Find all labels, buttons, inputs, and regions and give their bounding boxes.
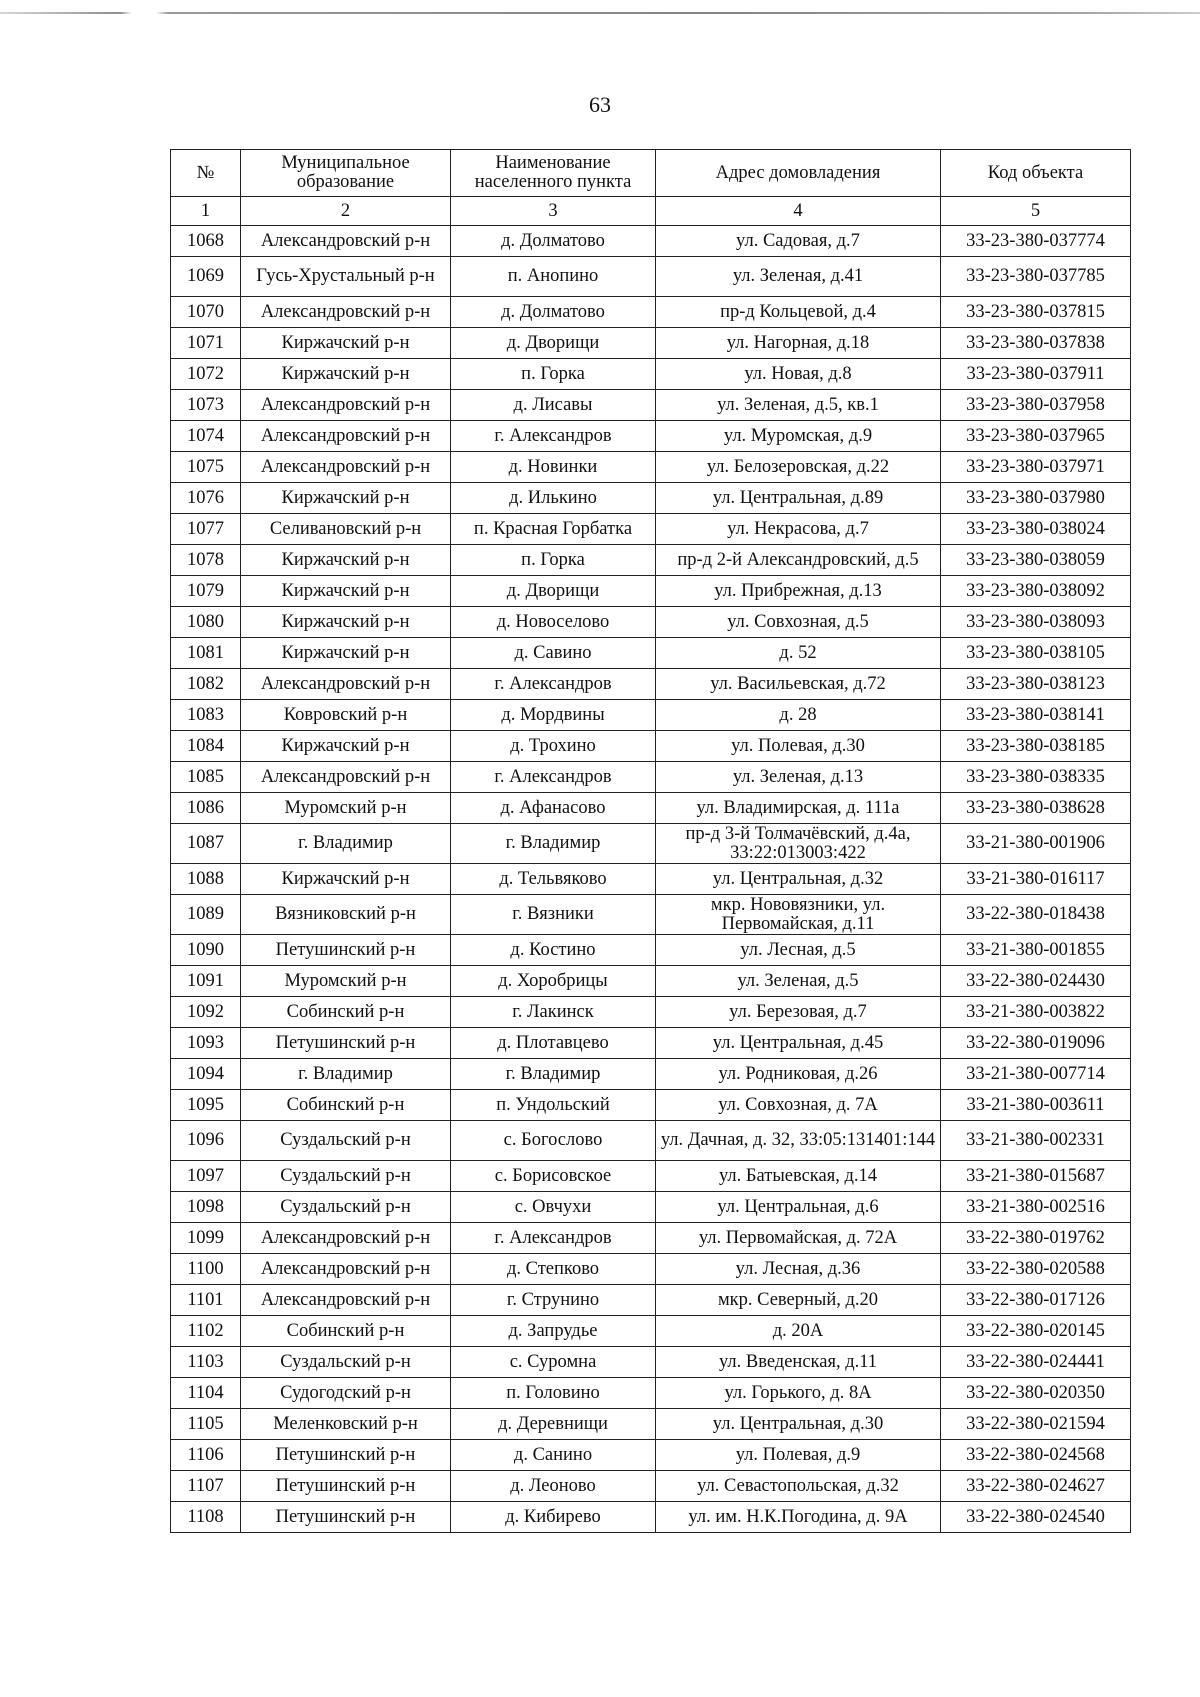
- cell-municipality: Александровский р-н: [241, 421, 451, 452]
- cell-object-code: 33-22-380-024568: [941, 1440, 1131, 1471]
- cell-address: ул. Центральная, д.30: [656, 1409, 941, 1440]
- header-row: [171, 150, 1131, 197]
- cell-municipality: Суздальский р-н: [241, 1192, 451, 1223]
- table-row: [171, 669, 1131, 700]
- cell-object-code: 33-23-380-037971: [941, 452, 1131, 483]
- cell-address: д. 20А: [656, 1316, 941, 1347]
- cell-municipality: Вязниковский р-н: [241, 895, 451, 935]
- cell-number: 1082: [171, 669, 241, 700]
- table-row: [171, 1316, 1131, 1347]
- cell-municipality: Муромский р-н: [241, 793, 451, 824]
- cell-address: ул. Березовая, д.7: [656, 997, 941, 1028]
- table-row: [171, 452, 1131, 483]
- cell-number: 1077: [171, 514, 241, 545]
- table-row: [171, 1409, 1131, 1440]
- cell-number: 1080: [171, 607, 241, 638]
- cell-settlement: д. Афанасово: [451, 793, 656, 824]
- table-row: [171, 328, 1131, 359]
- cell-object-code: 33-21-380-002516: [941, 1192, 1131, 1223]
- table-row: [171, 483, 1131, 514]
- cell-address: ул. Совхозная, д.5: [656, 607, 941, 638]
- table-row: [171, 700, 1131, 731]
- cell-number: 1073: [171, 390, 241, 421]
- cell-municipality: Гусь-Хрустальный р-н: [241, 257, 451, 297]
- cell-number: 1075: [171, 452, 241, 483]
- cell-number: 1104: [171, 1378, 241, 1409]
- table-row: [171, 1161, 1131, 1192]
- cell-object-code: 33-23-380-038105: [941, 638, 1131, 669]
- table-row: [171, 864, 1131, 895]
- header-address: Адрес домовладения: [656, 150, 941, 197]
- cell-object-code: 33-23-380-037911: [941, 359, 1131, 390]
- table-row: [171, 1223, 1131, 1254]
- cell-settlement: д. Долматово: [451, 226, 656, 257]
- cell-address: мкр. Северный, д.20: [656, 1285, 941, 1316]
- cell-address: ул. Лесная, д.36: [656, 1254, 941, 1285]
- header-municipality: Муниципальное образование: [241, 150, 451, 197]
- cell-municipality: Суздальский р-н: [241, 1347, 451, 1378]
- cell-number: 1107: [171, 1471, 241, 1502]
- cell-address: ул. Центральная, д.45: [656, 1028, 941, 1059]
- cell-settlement: д. Деревнищи: [451, 1409, 656, 1440]
- cell-settlement: д. Долматово: [451, 297, 656, 328]
- cell-number: 1099: [171, 1223, 241, 1254]
- cell-municipality: Собинский р-н: [241, 1090, 451, 1121]
- cell-address: ул. Прибрежная, д.13: [656, 576, 941, 607]
- cell-number: 1093: [171, 1028, 241, 1059]
- cell-object-code: 33-23-380-038335: [941, 762, 1131, 793]
- column-number: 5: [941, 197, 1131, 226]
- page-number: 63: [589, 92, 611, 117]
- cell-municipality: Петушинский р-н: [241, 1471, 451, 1502]
- cell-municipality: Александровский р-н: [241, 297, 451, 328]
- cell-number: 1108: [171, 1502, 241, 1533]
- table-row: [171, 297, 1131, 328]
- cell-municipality: Александровский р-н: [241, 1285, 451, 1316]
- cell-object-code: 33-23-380-038185: [941, 731, 1131, 762]
- cell-address: ул. Садовая, д.7: [656, 226, 941, 257]
- cell-object-code: 33-21-380-015687: [941, 1161, 1131, 1192]
- cell-number: 1090: [171, 935, 241, 966]
- cell-object-code: 33-22-380-020350: [941, 1378, 1131, 1409]
- cell-number: 1069: [171, 257, 241, 297]
- column-number: 4: [656, 197, 941, 226]
- cell-municipality: г. Владимир: [241, 1059, 451, 1090]
- cell-address: ул. Горького, д. 8А: [656, 1378, 941, 1409]
- cell-settlement: д. Степково: [451, 1254, 656, 1285]
- cell-object-code: 33-22-380-020588: [941, 1254, 1131, 1285]
- cell-address: д. 28: [656, 700, 941, 731]
- cell-settlement: г. Александров: [451, 421, 656, 452]
- cell-object-code: 33-22-380-020145: [941, 1316, 1131, 1347]
- cell-settlement: г. Александров: [451, 762, 656, 793]
- cell-number: 1105: [171, 1409, 241, 1440]
- cell-object-code: 33-21-380-002331: [941, 1121, 1131, 1161]
- table-row: [171, 576, 1131, 607]
- cell-municipality: Киржачский р-н: [241, 545, 451, 576]
- cell-settlement: п. Горка: [451, 359, 656, 390]
- cell-municipality: Петушинский р-н: [241, 1028, 451, 1059]
- table-row: [171, 359, 1131, 390]
- cell-number: 1071: [171, 328, 241, 359]
- cell-settlement: г. Александров: [451, 1223, 656, 1254]
- cell-object-code: 33-22-380-017126: [941, 1285, 1131, 1316]
- cell-settlement: п. Анопино: [451, 257, 656, 297]
- cell-settlement: д. Санино: [451, 1440, 656, 1471]
- cell-number: 1100: [171, 1254, 241, 1285]
- cell-settlement: д. Лисавы: [451, 390, 656, 421]
- registry-table: [170, 149, 1131, 1533]
- cell-municipality: Меленковский р-н: [241, 1409, 451, 1440]
- cell-settlement: д. Дворищи: [451, 576, 656, 607]
- cell-object-code: 33-23-380-037785: [941, 257, 1131, 297]
- cell-object-code: 33-23-380-037838: [941, 328, 1131, 359]
- cell-settlement: п. Головино: [451, 1378, 656, 1409]
- cell-number: 1079: [171, 576, 241, 607]
- cell-number: 1072: [171, 359, 241, 390]
- cell-object-code: 33-23-380-038059: [941, 545, 1131, 576]
- cell-address: ул. Центральная, д.89: [656, 483, 941, 514]
- cell-number: 1092: [171, 997, 241, 1028]
- cell-address: ул. Нагорная, д.18: [656, 328, 941, 359]
- cell-address: ул. Владимирская, д. 111а: [656, 793, 941, 824]
- cell-object-code: 33-22-380-024441: [941, 1347, 1131, 1378]
- cell-settlement: с. Борисовское: [451, 1161, 656, 1192]
- table-row: [171, 1378, 1131, 1409]
- cell-municipality: Киржачский р-н: [241, 638, 451, 669]
- cell-municipality: г. Владимир: [241, 824, 451, 864]
- cell-object-code: 33-21-380-001906: [941, 824, 1131, 864]
- cell-settlement: г. Лакинск: [451, 997, 656, 1028]
- cell-object-code: 33-23-380-037958: [941, 390, 1131, 421]
- cell-address: ул. Центральная, д.32: [656, 864, 941, 895]
- cell-settlement: д. Дворищи: [451, 328, 656, 359]
- cell-municipality: Собинский р-н: [241, 1316, 451, 1347]
- cell-address: ул. Батыевская, д.14: [656, 1161, 941, 1192]
- cell-municipality: Киржачский р-н: [241, 864, 451, 895]
- cell-address: ул. Полевая, д.9: [656, 1440, 941, 1471]
- scan-edge-line: [0, 12, 1200, 14]
- cell-municipality: Суздальский р-н: [241, 1161, 451, 1192]
- cell-address: пр-д 2-й Александровский, д.5: [656, 545, 941, 576]
- cell-address: мкр. Нововязники, ул. Первомайская, д.11: [656, 895, 941, 935]
- table-row: [171, 1059, 1131, 1090]
- cell-object-code: 33-22-380-018438: [941, 895, 1131, 935]
- cell-settlement: д. Костино: [451, 935, 656, 966]
- cell-number: 1095: [171, 1090, 241, 1121]
- cell-number: 1103: [171, 1347, 241, 1378]
- column-number: 2: [241, 197, 451, 226]
- cell-settlement: с. Овчухи: [451, 1192, 656, 1223]
- cell-municipality: Киржачский р-н: [241, 359, 451, 390]
- cell-number: 1078: [171, 545, 241, 576]
- table-row: [171, 257, 1131, 297]
- table-row: [171, 895, 1131, 935]
- cell-municipality: Киржачский р-н: [241, 607, 451, 638]
- cell-object-code: 33-22-380-019096: [941, 1028, 1131, 1059]
- cell-number: 1081: [171, 638, 241, 669]
- cell-settlement: г. Владимир: [451, 824, 656, 864]
- cell-number: 1102: [171, 1316, 241, 1347]
- header-settlement: Наименование населенного пункта: [451, 150, 656, 197]
- table-row: [171, 1285, 1131, 1316]
- cell-municipality: Собинский р-н: [241, 997, 451, 1028]
- cell-object-code: 33-21-380-007714: [941, 1059, 1131, 1090]
- cell-address: ул. Полевая, д.30: [656, 731, 941, 762]
- table-row: [171, 1347, 1131, 1378]
- cell-number: 1088: [171, 864, 241, 895]
- cell-object-code: 33-21-380-001855: [941, 935, 1131, 966]
- column-number-row: [171, 197, 1131, 226]
- cell-address: ул. Родниковая, д.26: [656, 1059, 941, 1090]
- cell-address: ул. Белозеровская, д.22: [656, 452, 941, 483]
- cell-number: 1106: [171, 1440, 241, 1471]
- cell-settlement: г. Владимир: [451, 1059, 656, 1090]
- cell-address: ул. Лесная, д.5: [656, 935, 941, 966]
- cell-address: ул. Васильевская, д.72: [656, 669, 941, 700]
- table-row: [171, 1121, 1131, 1161]
- cell-address: ул. Зеленая, д.5: [656, 966, 941, 997]
- cell-object-code: 33-22-380-024627: [941, 1471, 1131, 1502]
- cell-address: ул. Введенская, д.11: [656, 1347, 941, 1378]
- cell-settlement: д. Илькино: [451, 483, 656, 514]
- cell-number: 1091: [171, 966, 241, 997]
- cell-address: ул. Зеленая, д.5, кв.1: [656, 390, 941, 421]
- cell-address: ул. Зеленая, д.41: [656, 257, 941, 297]
- cell-object-code: 33-22-380-021594: [941, 1409, 1131, 1440]
- table-row: [171, 1471, 1131, 1502]
- table-row: [171, 1440, 1131, 1471]
- cell-address: ул. Зеленая, д.13: [656, 762, 941, 793]
- table-row: [171, 1090, 1131, 1121]
- cell-address: ул. Первомайская, д. 72А: [656, 1223, 941, 1254]
- cell-settlement: д. Запрудье: [451, 1316, 656, 1347]
- cell-settlement: д. Хоробрицы: [451, 966, 656, 997]
- cell-municipality: Муромский р-н: [241, 966, 451, 997]
- cell-address: ул. им. Н.К.Погодина, д. 9А: [656, 1502, 941, 1533]
- cell-settlement: г. Вязники: [451, 895, 656, 935]
- header-number: №: [171, 150, 241, 197]
- cell-object-code: 33-23-380-038024: [941, 514, 1131, 545]
- table-row: [171, 824, 1131, 864]
- table-row: [171, 638, 1131, 669]
- table-row: [171, 1028, 1131, 1059]
- cell-object-code: 33-23-380-038092: [941, 576, 1131, 607]
- cell-settlement: с. Суромна: [451, 1347, 656, 1378]
- cell-settlement: д. Тельвяково: [451, 864, 656, 895]
- cell-municipality: Петушинский р-н: [241, 935, 451, 966]
- cell-settlement: п. Горка: [451, 545, 656, 576]
- cell-municipality: Александровский р-н: [241, 1223, 451, 1254]
- cell-object-code: 33-23-380-038628: [941, 793, 1131, 824]
- cell-object-code: 33-23-380-038141: [941, 700, 1131, 731]
- table-row: [171, 514, 1131, 545]
- cell-number: 1085: [171, 762, 241, 793]
- cell-number: 1074: [171, 421, 241, 452]
- cell-municipality: Петушинский р-н: [241, 1502, 451, 1533]
- cell-address: ул. Муромская, д.9: [656, 421, 941, 452]
- cell-settlement: д. Новинки: [451, 452, 656, 483]
- cell-number: 1089: [171, 895, 241, 935]
- table-row: [171, 545, 1131, 576]
- cell-number: 1087: [171, 824, 241, 864]
- cell-municipality: Александровский р-н: [241, 762, 451, 793]
- cell-municipality: Петушинский р-н: [241, 1440, 451, 1471]
- cell-address: ул. Новая, д.8: [656, 359, 941, 390]
- table-row: [171, 935, 1131, 966]
- cell-address: д. 52: [656, 638, 941, 669]
- cell-object-code: 33-21-380-003611: [941, 1090, 1131, 1121]
- cell-number: 1094: [171, 1059, 241, 1090]
- cell-address: ул. Некрасова, д.7: [656, 514, 941, 545]
- cell-settlement: д. Мордвины: [451, 700, 656, 731]
- cell-settlement: г. Струнино: [451, 1285, 656, 1316]
- cell-municipality: Александровский р-н: [241, 669, 451, 700]
- cell-settlement: г. Александров: [451, 669, 656, 700]
- cell-object-code: 33-23-380-037965: [941, 421, 1131, 452]
- cell-object-code: 33-22-380-024430: [941, 966, 1131, 997]
- cell-municipality: Киржачский р-н: [241, 483, 451, 514]
- table-body: [171, 226, 1131, 1533]
- cell-settlement: д. Плотавцево: [451, 1028, 656, 1059]
- cell-settlement: с. Богослово: [451, 1121, 656, 1161]
- column-number: 3: [451, 197, 656, 226]
- cell-municipality: Киржачский р-н: [241, 731, 451, 762]
- cell-address: ул. Севастопольская, д.32: [656, 1471, 941, 1502]
- cell-number: 1096: [171, 1121, 241, 1161]
- table-row: [171, 793, 1131, 824]
- cell-number: 1068: [171, 226, 241, 257]
- cell-object-code: 33-23-380-038123: [941, 669, 1131, 700]
- cell-number: 1097: [171, 1161, 241, 1192]
- cell-object-code: 33-21-380-016117: [941, 864, 1131, 895]
- cell-number: 1083: [171, 700, 241, 731]
- cell-municipality: Александровский р-н: [241, 390, 451, 421]
- cell-settlement: д. Новоселово: [451, 607, 656, 638]
- table-row: [171, 1502, 1131, 1533]
- cell-municipality: Судогодский р-н: [241, 1378, 451, 1409]
- table-row: [171, 731, 1131, 762]
- table-row: [171, 762, 1131, 793]
- cell-address: ул. Дачная, д. 32, 33:05:131401:144: [656, 1121, 941, 1161]
- cell-municipality: Киржачский р-н: [241, 576, 451, 607]
- table-row: [171, 607, 1131, 638]
- cell-object-code: 33-23-380-037980: [941, 483, 1131, 514]
- cell-settlement: п. Красная Горбатка: [451, 514, 656, 545]
- cell-object-code: 33-22-380-024540: [941, 1502, 1131, 1533]
- cell-municipality: Селивановский р-н: [241, 514, 451, 545]
- cell-number: 1101: [171, 1285, 241, 1316]
- cell-address: пр-д 3-й Толмачёвский, д.4а, 33:22:013003:422: [656, 824, 941, 864]
- cell-settlement: д. Трохино: [451, 731, 656, 762]
- cell-number: 1086: [171, 793, 241, 824]
- cell-object-code: 33-21-380-003822: [941, 997, 1131, 1028]
- cell-settlement: д. Кибирево: [451, 1502, 656, 1533]
- table-row: [171, 421, 1131, 452]
- cell-municipality: Суздальский р-н: [241, 1121, 451, 1161]
- cell-municipality: Александровский р-н: [241, 226, 451, 257]
- cell-municipality: Александровский р-н: [241, 1254, 451, 1285]
- header-object-code: Код объекта: [941, 150, 1131, 197]
- cell-settlement: п. Ундольский: [451, 1090, 656, 1121]
- table-row: [171, 966, 1131, 997]
- cell-address: пр-д Кольцевой, д.4: [656, 297, 941, 328]
- table-row: [171, 1192, 1131, 1223]
- cell-settlement: д. Савино: [451, 638, 656, 669]
- cell-object-code: 33-23-380-037815: [941, 297, 1131, 328]
- cell-municipality: Александровский р-н: [241, 452, 451, 483]
- table-row: [171, 997, 1131, 1028]
- table-row: [171, 226, 1131, 257]
- column-number: 1: [171, 197, 241, 226]
- table-row: [171, 390, 1131, 421]
- cell-number: 1076: [171, 483, 241, 514]
- cell-municipality: Ковровский р-н: [241, 700, 451, 731]
- cell-municipality: Киржачский р-н: [241, 328, 451, 359]
- cell-settlement: д. Леоново: [451, 1471, 656, 1502]
- cell-number: 1070: [171, 297, 241, 328]
- cell-number: 1098: [171, 1192, 241, 1223]
- cell-number: 1084: [171, 731, 241, 762]
- cell-address: ул. Центральная, д.6: [656, 1192, 941, 1223]
- table-row: [171, 1254, 1131, 1285]
- cell-object-code: 33-22-380-019762: [941, 1223, 1131, 1254]
- cell-address: ул. Совхозная, д. 7А: [656, 1090, 941, 1121]
- cell-object-code: 33-23-380-037774: [941, 226, 1131, 257]
- cell-object-code: 33-23-380-038093: [941, 607, 1131, 638]
